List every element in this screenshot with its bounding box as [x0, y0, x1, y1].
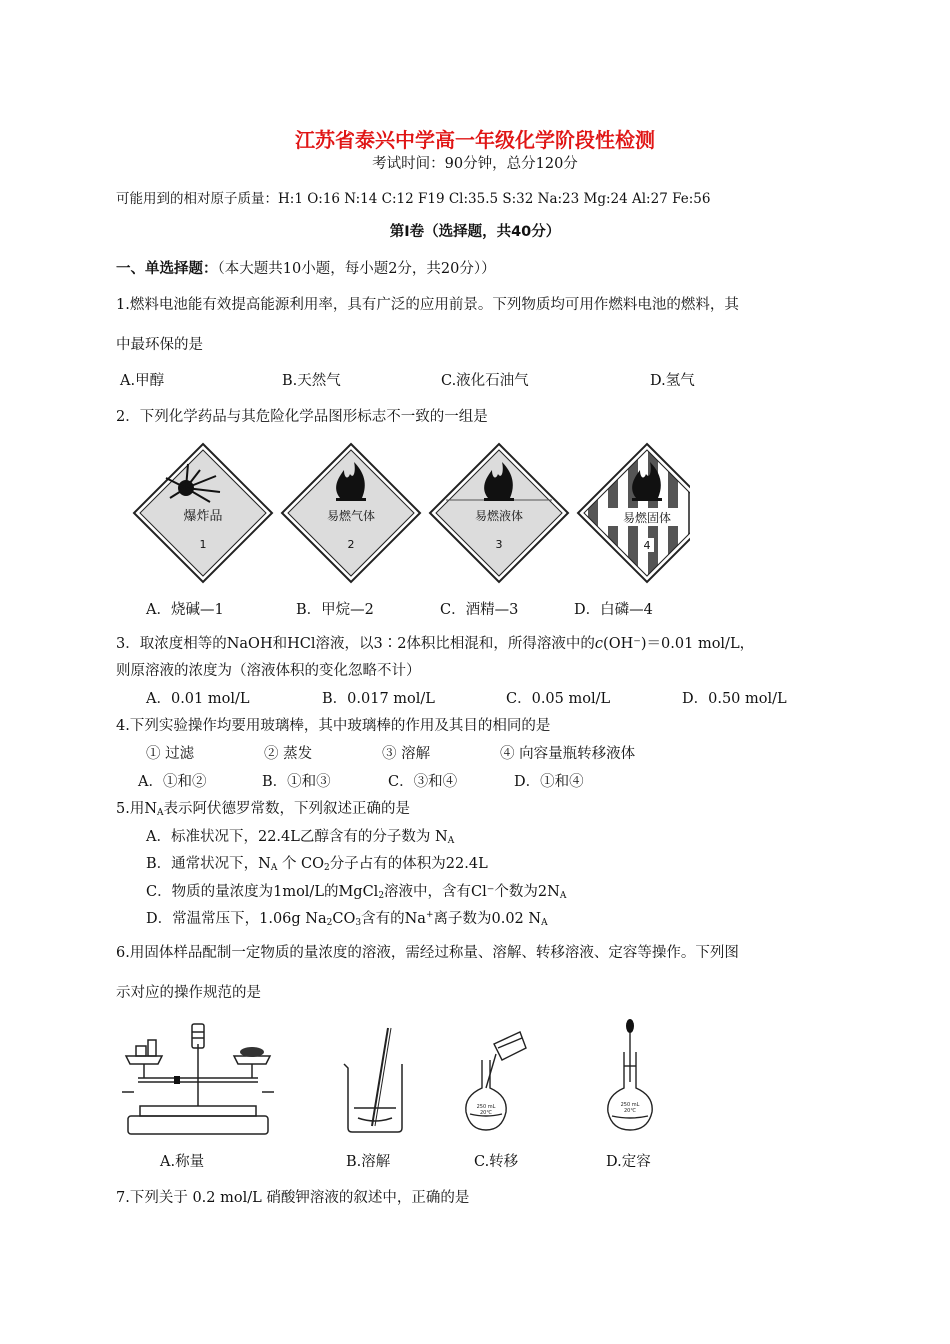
q3-option-b: B．0.017 mol/L: [322, 691, 435, 707]
q2-option-c: C．酒精—3: [440, 602, 519, 618]
svg-text:20℃: 20℃: [480, 1110, 492, 1116]
q2-option-d: D．白磷—4: [574, 602, 653, 618]
svg-text:4: 4: [643, 539, 651, 552]
svg-text:250 mL: 250 mL: [476, 1104, 496, 1110]
svg-text:250 mL: 250 mL: [620, 1102, 640, 1108]
q4-option-a: A．①和②: [138, 774, 207, 790]
part-heading: [116, 257, 496, 278]
q2-option-a: A．烧碱—1: [146, 602, 224, 618]
flammable-gas-sign: [282, 444, 420, 582]
q4-item-3: ③ 溶解: [382, 746, 431, 762]
flammable-solid-sign: [574, 440, 690, 590]
q7-stem: 7.下列关于 0.2 mol/L 硝酸钾溶液的叙述中，正确的是: [116, 1190, 470, 1206]
balance-illustration: [118, 1018, 278, 1140]
atomic-masses: 可能用到的相对原子质量：H:1 O:16 N:14 C:12 F19 Cl:35.5 S:32 Na:23 Mg:24 Al:27 Fe:56: [116, 191, 711, 207]
volumetric-flask-illustration: [600, 1018, 660, 1140]
q4-option-b: B．①和③: [262, 774, 331, 790]
q1-option-a: A.甲醇: [120, 373, 165, 389]
svg-text:1: 1: [199, 538, 207, 551]
q1-stem-line2: 中最环保的是: [116, 337, 203, 353]
q3-option-a: A．0.01 mol/L: [146, 691, 250, 707]
exam-info: 考试时间：90分钟，总分120分: [372, 156, 578, 172]
q1-option-c: C.液化石油气: [441, 373, 529, 389]
q4-item-4: ④ 向容量瓶转移液体: [500, 746, 636, 762]
page-title: 江苏省泰兴中学高一年级化学阶段性检测: [295, 128, 655, 152]
q5-option-c: C．物质的量浓度为1mol/L的MgCl2溶液中，含有Cl⁻个数为2NA: [146, 884, 567, 901]
q6-stem-line1: 6.用固体样品配制一定物质的量浓度的溶液，需经过称量、溶解、转移溶液、定容等操作。下列图: [116, 945, 739, 961]
svg-text:20℃: 20℃: [624, 1108, 636, 1114]
q6-option-b: B.溶解: [346, 1154, 391, 1170]
q6-option-d: D.定容: [606, 1154, 651, 1170]
q3-stem-line1: 3．取浓度相等的NaOH和HCl溶液，以3∶2体积比相混和，所得溶液中的c(OH⁻)＝0.01 mol/L，: [116, 636, 755, 652]
section-title: 第Ⅰ卷（选择题，共40分）: [389, 224, 561, 240]
flammable-liquid-sign: [430, 444, 568, 582]
q4-stem: 4.下列实验操作均要用玻璃棒，其中玻璃棒的作用及其目的相同的是: [116, 718, 551, 734]
q5-stem: 5.用NA表示阿伏德罗常数，下列叙述正确的是: [116, 801, 411, 818]
q4-option-c: C．③和④: [388, 774, 458, 790]
q4-option-d: D．①和④: [514, 774, 584, 790]
q4-item-2: ② 蒸发: [264, 746, 313, 762]
q2-stem: 2．下列化学药品与其危险化学品图形标志不一致的一组是: [116, 409, 488, 425]
svg-text:3: 3: [495, 538, 503, 551]
q6-option-c: C.转移: [474, 1154, 519, 1170]
part-note: （本大题共10小题，每小题2分，共20分））: [217, 261, 496, 277]
svg-text:易燃固体: 易燃固体: [622, 511, 672, 525]
q3-option-d: D．0.50 mol/L: [682, 691, 787, 707]
q2-option-b: B．甲烷—2: [296, 602, 374, 618]
svg-text:2: 2: [347, 538, 355, 551]
svg-text:爆炸品: 爆炸品: [183, 509, 223, 524]
q6-option-a: A.称量: [160, 1154, 205, 1170]
explosive-sign: [134, 444, 272, 582]
hazard-signs: [130, 440, 690, 590]
q5-option-d: D．常温常压下，1.06g Na2CO3含有的Na+离子数为0.02 NA: [146, 910, 548, 928]
q6-stem-line2: 示对应的操作规范的是: [116, 985, 261, 1001]
beaker-illustration: [336, 1024, 416, 1136]
q5-option-a: A．标准状况下，22.4L乙醇含有的分子数为 NA: [146, 829, 455, 846]
part-label: 一、单选择题：: [116, 261, 218, 277]
q5-option-b: B．通常状况下，NA 个 CO2分子占有的体积为22.4L: [146, 856, 488, 873]
q4-item-1: ① 过滤: [146, 746, 195, 762]
svg-text:易燃液体: 易燃液体: [474, 509, 524, 523]
q1-stem-line1: 1.燃料电池能有效提高能源利用率，具有广泛的应用前景。下列物质均可用作燃料电池的燃料，其: [116, 297, 739, 313]
q1-option-d: D.氢气: [650, 373, 695, 389]
svg-text:易燃气体: 易燃气体: [326, 509, 376, 523]
q3-stem-line2: 则原溶液的浓度为（溶液体积的变化忽略不计）: [116, 663, 421, 679]
q1-option-b: B.天然气: [282, 373, 341, 389]
transfer-illustration: [460, 1026, 530, 1138]
q3-option-c: C．0.05 mol/L: [506, 691, 611, 707]
